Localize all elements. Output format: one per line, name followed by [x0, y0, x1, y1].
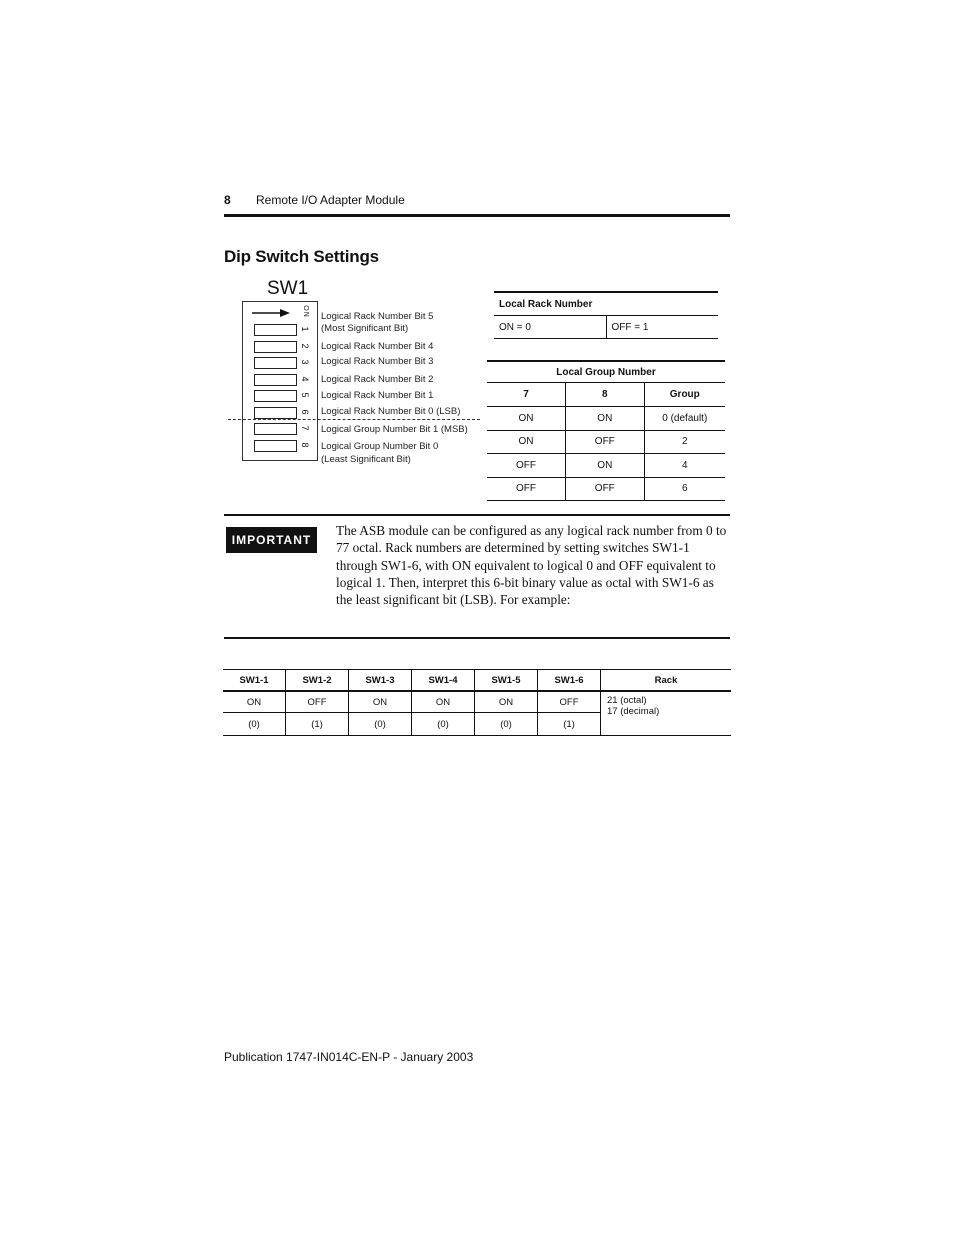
table-cell: ON [487, 407, 566, 431]
table-header: SW1-2 [286, 670, 349, 692]
switch-number-7: 7 [300, 425, 310, 431]
rack-off-cell: OFF = 1 [606, 316, 718, 339]
table-cell: ON [566, 454, 645, 478]
switch-slot-1 [254, 324, 297, 336]
switch-label: Logical Rack Number Bit 2 [321, 374, 434, 385]
table-header: Rack [601, 670, 732, 692]
switch-slot-6 [254, 407, 297, 419]
switch-slot-7 [254, 423, 297, 435]
header-rule [224, 214, 730, 217]
dip-switch-diagram [242, 301, 318, 461]
table-cell: ON [349, 691, 412, 713]
table-cell: 0 (default) [644, 407, 725, 431]
switch-label: Logical Rack Number Bit 4 [321, 341, 434, 352]
table-row [487, 430, 725, 454]
table-row [487, 407, 725, 431]
important-bottom-rule [224, 637, 730, 639]
table-cell: ON [566, 407, 645, 431]
table-cell: (1) [538, 713, 601, 736]
table-cell: ON [487, 430, 566, 454]
switch-label: Logical Group Number Bit 0 [321, 441, 439, 452]
table-cell: ON [223, 691, 286, 713]
table-row [487, 477, 725, 501]
table-cell: (0) [223, 713, 286, 736]
switch-label: Logical Rack Number Bit 5 [321, 311, 434, 322]
rack-number-table [494, 291, 718, 339]
important-badge: IMPORTANT [226, 527, 317, 553]
switch-label: Logical Group Number Bit 1 (MSB) [321, 424, 468, 435]
switch-label: Logical Rack Number Bit 1 [321, 390, 434, 401]
table-header: Group [644, 383, 725, 407]
table-header: 8 [566, 383, 645, 407]
rack-value-cell [601, 691, 732, 736]
switch-number-2: 2 [300, 343, 310, 349]
switch-slot-2 [254, 341, 297, 353]
running-header-title: Remote I/O Adapter Module [256, 193, 405, 207]
switch-label: Logical Rack Number Bit 0 (LSB) [321, 406, 461, 417]
table-cell: OFF [538, 691, 601, 713]
rack-decimal: 17 (decimal) [607, 706, 660, 717]
switch-number-3: 3 [300, 359, 310, 365]
dip-switch-title: SW1 [267, 278, 309, 299]
section-title: Dip Switch Settings [224, 247, 379, 266]
table-cell: ON [475, 691, 538, 713]
switch-label: (Least Significant Bit) [321, 454, 411, 465]
table-cell: OFF [487, 477, 566, 501]
switch-number-4: 4 [300, 376, 310, 382]
switch-slot-5 [254, 390, 297, 402]
rack-octal: 21 (octal) [607, 695, 647, 706]
switch-label: (Most Significant Bit) [321, 323, 409, 334]
group-table-title: Local Group Number [487, 361, 725, 383]
table-header: SW1-3 [349, 670, 412, 692]
example-table [223, 669, 731, 736]
important-text: The ASB module can be configured as any logical rack number from 0 to 77 octal. Rack numbers are determined by setting switches SW1-1 through SW1-6, with ON equivalent to logical 0 and OFF equivalent to logical 1. Then, interpret this 6-bit binary value as octal with SW1-6 as the least significant bit (LSB). For example: [336, 523, 727, 608]
table-row [223, 691, 731, 713]
table-cell: 6 [644, 477, 725, 501]
table-cell: (0) [475, 713, 538, 736]
switch-slot-4 [254, 374, 297, 386]
switch-number-5: 5 [300, 392, 310, 398]
switch-number-8: 8 [300, 442, 310, 448]
table-cell: ON [412, 691, 475, 713]
table-header: SW1-6 [538, 670, 601, 692]
table-cell: 4 [644, 454, 725, 478]
table-header: SW1-4 [412, 670, 475, 692]
group-number-table [487, 360, 725, 501]
page-number: 8 [224, 193, 231, 207]
table-header: 7 [487, 383, 566, 407]
table-cell: (0) [349, 713, 412, 736]
table-cell: OFF [286, 691, 349, 713]
important-top-rule [224, 514, 730, 516]
table-cell: (0) [412, 713, 475, 736]
table-cell: OFF [566, 477, 645, 501]
table-cell: 2 [644, 430, 725, 454]
table-header: SW1-5 [475, 670, 538, 692]
on-label: ON [301, 305, 309, 318]
publication-footer: Publication 1747-IN014C-EN-P - January 2003 [224, 1050, 474, 1064]
switch-slot-8 [254, 440, 297, 452]
table-cell: OFF [487, 454, 566, 478]
rack-on-cell: ON = 0 [494, 316, 606, 339]
table-row [487, 454, 725, 478]
switch-slot-3 [254, 357, 297, 369]
switch-number-1: 1 [300, 326, 310, 332]
table-cell: OFF [566, 430, 645, 454]
table-cell: (1) [286, 713, 349, 736]
arrow-right-icon [252, 309, 290, 317]
divider-dashed [228, 419, 480, 420]
table-header: SW1-1 [223, 670, 286, 692]
switch-label: Logical Rack Number Bit 3 [321, 356, 434, 367]
switch-number-6: 6 [300, 409, 310, 415]
rack-table-title: Local Rack Number [494, 292, 718, 316]
